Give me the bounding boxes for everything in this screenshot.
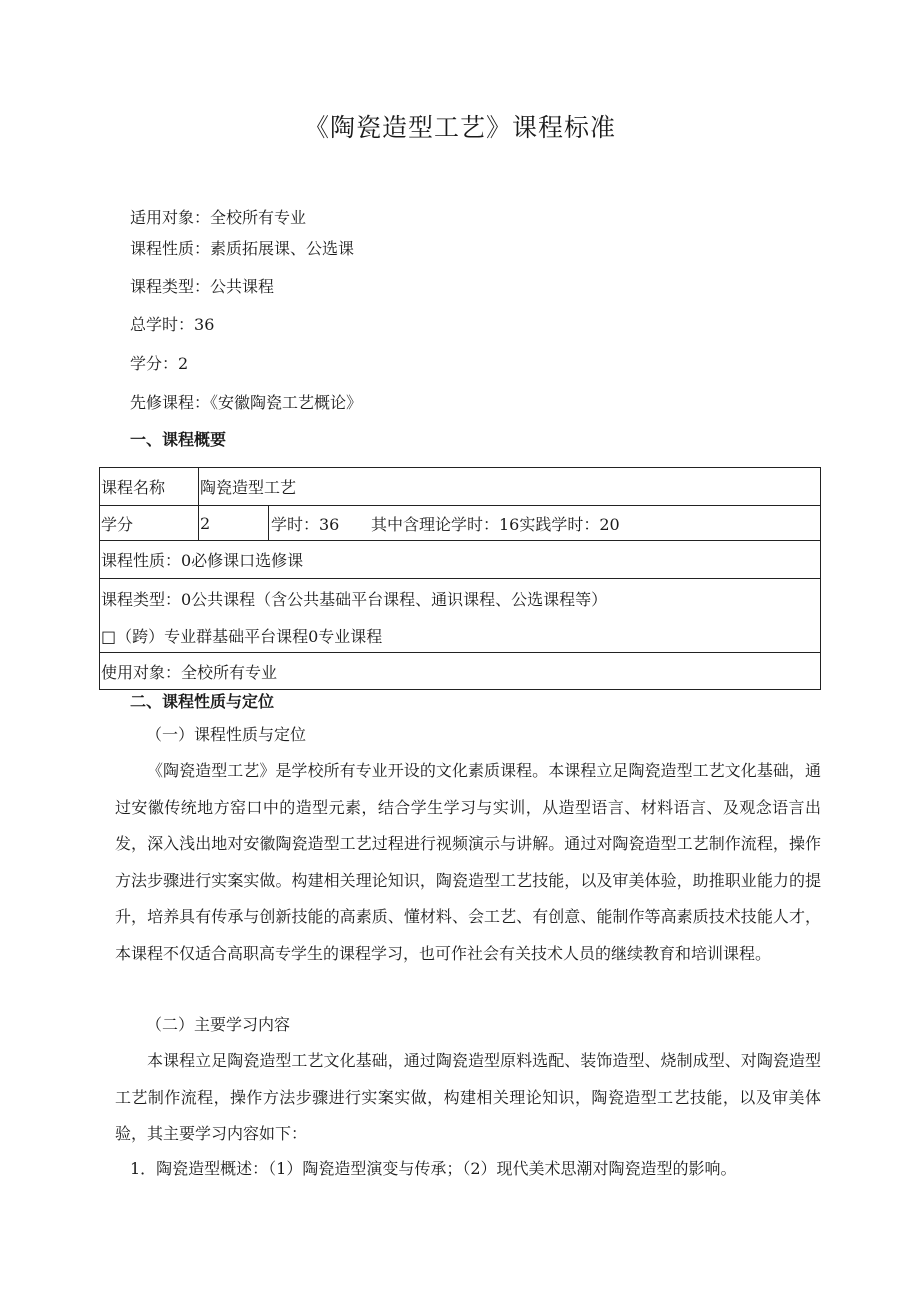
table-row	[100, 506, 820, 541]
meta-audience	[130, 206, 306, 230]
table-cell-breakdown: 其中含理论学时：16实践学时：20	[371, 514, 620, 534]
meta-nature	[130, 237, 354, 261]
table-row	[100, 579, 820, 653]
table-cell-hours: 学时：36	[271, 514, 340, 534]
course-overview-table	[99, 467, 821, 690]
meta-value: 2	[178, 354, 189, 373]
meta-value: 《安徽陶瓷工艺概论》	[210, 393, 363, 412]
meta-value: 素质拓展课、公选课	[210, 239, 355, 258]
meta-label: 学分：	[130, 354, 179, 373]
table-cell-label: 课程名称	[100, 468, 199, 505]
meta-value: 全校所有专业	[210, 208, 307, 227]
table-row	[100, 541, 820, 579]
table-cell-credit: 2	[199, 506, 269, 540]
table-cell-audience: 使用对象：全校所有专业	[101, 662, 278, 682]
subsection-heading: （二）主要学习内容	[146, 1015, 291, 1034]
paragraph: 本课程立足陶瓷造型工艺文化基础，通过陶瓷造型原料选配、装饰造型、烧制成型、对陶瓷造型工艺制作流程，操作方法步骤进行实案实做，构建相关理论知识，陶瓷造型工艺技能，以及审美体验，其主要学习内容如下：	[115, 1051, 821, 1143]
meta-label: 适用对象：	[130, 208, 211, 227]
section-heading-positioning: 二、课程性质与定位	[130, 692, 275, 711]
meta-credits	[130, 352, 188, 376]
meta-label: 先修课程：	[130, 393, 211, 412]
table-cell-type: 课程类型：0公共课程（含公共基础平台课程、通识课程、公选课程等）	[101, 589, 608, 609]
section-heading-overview: 一、课程概要	[130, 430, 227, 449]
table-cell-label: 学分	[100, 506, 199, 540]
subsection-heading: （一）课程性质与定位	[146, 725, 307, 744]
table-cell-type-cont: □（跨）专业群基础平台课程0专业课程	[101, 626, 383, 646]
table-cell-nature: 课程性质：0必修课口选修课	[101, 551, 304, 570]
document-title: 《陶瓷造型工艺》课程标准	[303, 113, 616, 142]
meta-prerequisite	[130, 391, 362, 415]
meta-value: 公共课程	[210, 277, 275, 296]
table-row	[100, 653, 820, 689]
meta-label: 课程类型：	[130, 277, 211, 296]
meta-label: 总学时：	[130, 315, 195, 334]
meta-value: 36	[194, 315, 215, 334]
meta-hours	[130, 313, 214, 337]
paragraph: 《陶瓷造型工艺》是学校所有专业开设的文化素质课程。本课程立足陶瓷造型工艺文化基础，通过安徽传统地方窑口中的造型元素，结合学生学习与实训，从造型语言、材料语言、及观念语言出发，深入浅出地对安徽陶瓷造型工艺过程进行视频演示与讲解。通过对陶瓷造型工艺制作流程，操作方法步骤进行实案实做。构建相关理论知识，陶瓷造型工艺技能，以及审美体验，助推职业能力的提升，培养具有传承与创新技能的高素质、懂材料、会工艺、有创意、能制作等高素质技术技能人才，本课程不仅适合高职高专学生的课程学习，也可作社会有关技术人员的继续教育和培训课程。	[115, 761, 821, 963]
table-cell-value: 陶瓷造型工艺	[200, 478, 297, 497]
meta-label: 课程性质：	[130, 239, 211, 258]
list-item: 1．陶瓷造型概述：（1）陶瓷造型演变与传承；（2）现代美术思潮对陶瓷造型的影响。	[130, 1159, 737, 1178]
meta-type	[130, 275, 274, 299]
table-row	[100, 468, 820, 506]
